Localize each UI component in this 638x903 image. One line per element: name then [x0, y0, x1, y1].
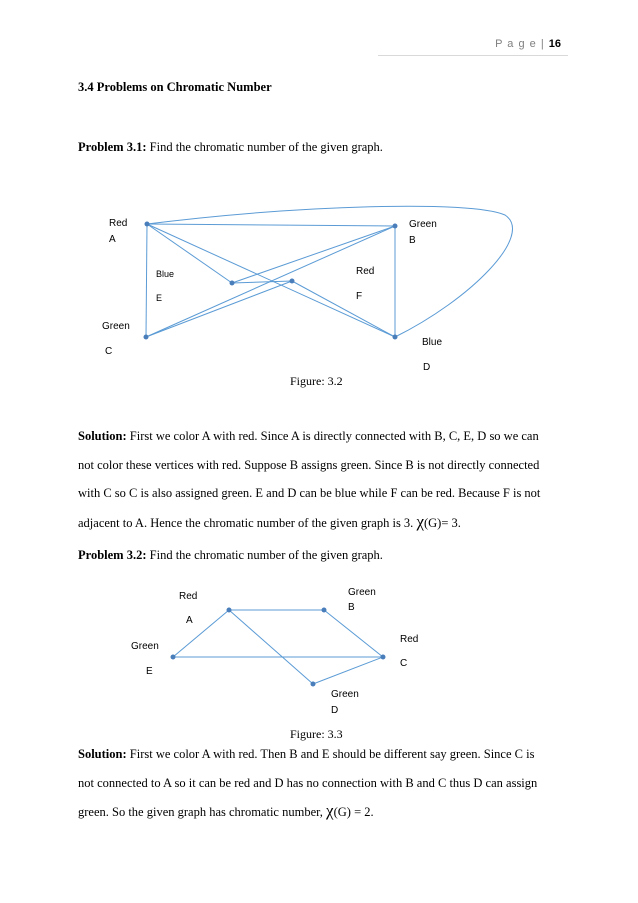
- vertex-d-color-label: Green: [331, 689, 359, 700]
- vertex-b-label: B: [409, 235, 416, 246]
- edge-e-f: [232, 281, 292, 283]
- vertex-c: [381, 655, 386, 660]
- section-title: 3.4 Problems on Chromatic Number: [78, 80, 272, 94]
- vertex-d: [311, 682, 316, 687]
- vertex-e-color-label: Green: [131, 641, 159, 652]
- vertex-c-color-label: Green: [102, 321, 130, 332]
- edge-d-f: [292, 281, 395, 337]
- vertex-a-label: A: [186, 615, 193, 626]
- solution-3-1-line-1: [78, 422, 562, 451]
- vertex-e: [230, 281, 235, 286]
- edge-a-d: [229, 610, 313, 684]
- vertex-b-color-label: Green: [409, 219, 437, 230]
- edge-b-c: [324, 610, 383, 657]
- solution-3-2-line-3: [78, 797, 562, 827]
- problem-3-1-text: Find the chromatic number of the given graph.: [149, 140, 383, 154]
- vertex-c-label: C: [105, 346, 113, 357]
- solution-3-1-line-4: [78, 508, 562, 538]
- edge-c-f: [146, 281, 292, 337]
- edge-a-b: [147, 224, 395, 226]
- vertex-e-label: E: [146, 666, 153, 677]
- edge-a-c: [146, 224, 147, 337]
- solution-3-1-label: Solution:: [78, 429, 127, 443]
- page-number: 16: [548, 38, 561, 50]
- solution-3-2-text-1: First we color A with red. Then B and E should be different say green. Since C is: [129, 747, 535, 761]
- vertex-c: [144, 335, 149, 340]
- problem-3-2-text: Find the chromatic number of the given graph.: [149, 548, 383, 562]
- solution-3-1: [78, 422, 562, 537]
- figure-3-2-caption: Figure: 3.2: [290, 374, 343, 388]
- vertex-f-color-label: Red: [356, 266, 375, 277]
- vertex-e: [171, 655, 176, 660]
- vertex-a-color-label: Red: [109, 218, 128, 229]
- chi-symbol: χ: [326, 801, 334, 820]
- solution-3-2-line-2: not connected to A so it can be red and D has no connection with B and C thus D can assign: [78, 775, 538, 790]
- figure-3-3-caption: Figure: 3.3: [290, 727, 343, 741]
- chi-expression-3-1: (G)= 3.: [423, 515, 461, 530]
- vertex-a-label: A: [109, 234, 116, 245]
- solution-3-1-line-3: with C so C is also assigned green. E and D can be blue while F can be red. Because F is not: [78, 486, 541, 500]
- vertex-b-label: B: [348, 602, 355, 613]
- solution-3-1-text-4: adjacent to A. Hence the chromatic number of the given graph is 3.: [78, 515, 414, 530]
- vertex-b: [322, 608, 327, 613]
- vertex-a: [227, 608, 232, 613]
- vertex-b-color-label: Green: [348, 587, 376, 598]
- vertex-d-label: D: [331, 705, 339, 716]
- vertex-b: [393, 224, 398, 229]
- problem-3-2: [78, 548, 383, 563]
- page-word: P a g e: [495, 38, 537, 50]
- vertex-e-color-label: Blue: [156, 269, 175, 279]
- vertex-d-color-label: Blue: [422, 337, 443, 348]
- problem-3-2-label: Problem 3.2:: [78, 548, 147, 562]
- vertex-f: [290, 279, 295, 284]
- solution-3-1-text-1: First we color A with red. Since A is directly connected with B, C, E, D so we can: [129, 429, 539, 443]
- vertex-f-label: F: [356, 291, 363, 302]
- vertex-e-label: E: [156, 293, 163, 303]
- solution-3-2-label: Solution:: [78, 747, 127, 761]
- vertex-c-color-label: Red: [400, 634, 419, 645]
- chi-symbol: χ: [416, 511, 424, 531]
- solution-3-2-line-1: [78, 740, 562, 769]
- problem-3-1-label: Problem 3.1:: [78, 140, 147, 154]
- chi-expression-3-2: (G) = 2.: [333, 805, 374, 819]
- vertex-c-label: C: [400, 658, 408, 669]
- solution-3-1-line-2: not color these vertices with red. Suppose B assigns green. Since B is not directly connected: [78, 457, 540, 472]
- vertex-a: [145, 222, 150, 227]
- solution-3-2-text-3: green. So the given graph has chromatic number,: [78, 805, 323, 819]
- edge-a-e: [173, 610, 229, 657]
- vertex-d: [393, 335, 398, 340]
- vertex-d-label: D: [423, 362, 431, 373]
- vertex-a-color-label: Red: [179, 591, 198, 602]
- edge-d-c: [313, 657, 383, 684]
- solution-3-2: [78, 740, 562, 827]
- page-separator: |: [540, 38, 545, 50]
